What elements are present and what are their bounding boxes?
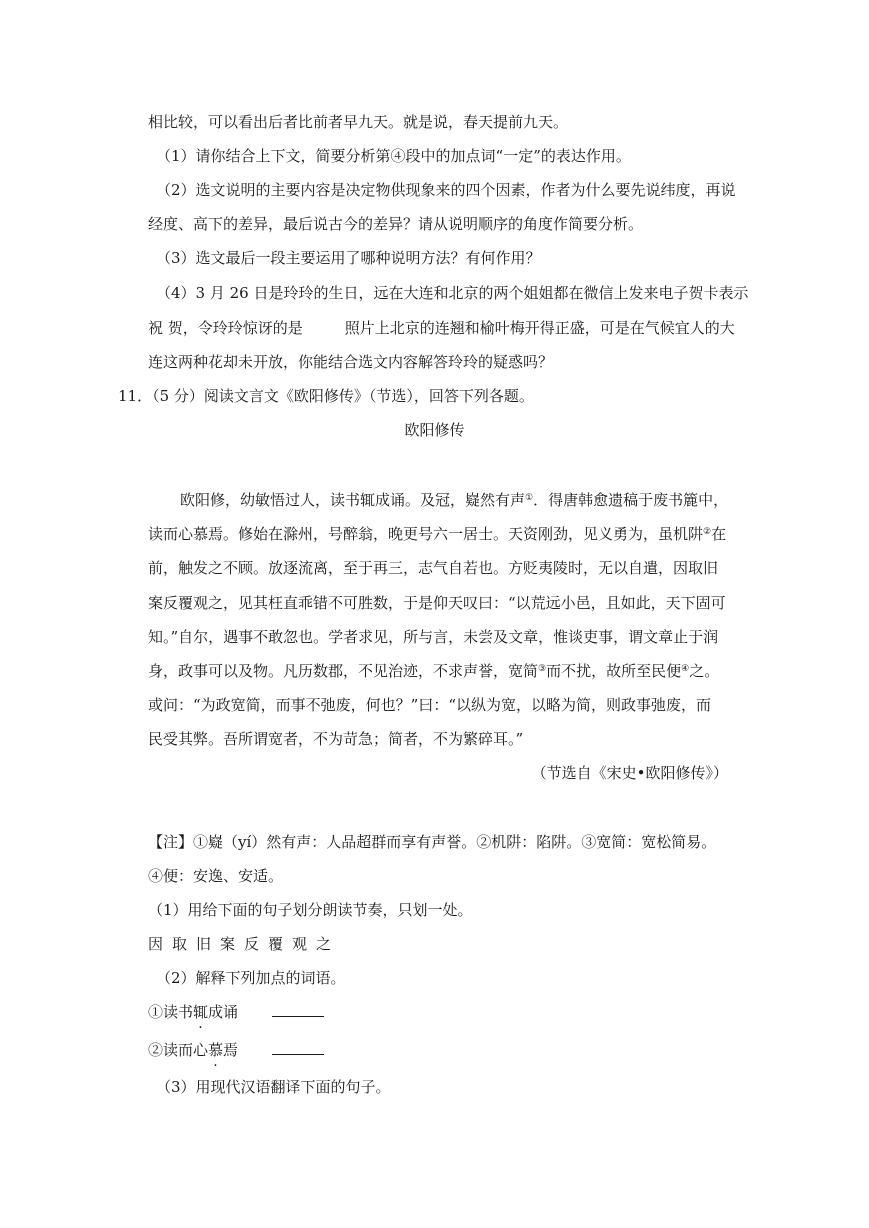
- answer-blank[interactable]: [272, 1040, 324, 1055]
- passage-line-6: [148, 661, 719, 681]
- vocab-text: ②读而心: [148, 1041, 209, 1059]
- passage-line-7: 或问：“为政宽简，而事不弛废，何也？”曰：“以纵为宽，以略为简，则政事弛废，而: [148, 696, 712, 714]
- vocab-text: 焉: [223, 1041, 239, 1059]
- vocab-text: ①读书: [148, 1003, 194, 1021]
- question-2-line-2: 经度、高下的差异，最后说古今的差异？请从说明顺序的角度作简要分析。: [148, 215, 644, 233]
- passage-text: 读而心慕焉。修始在滁州，号醉翁，晚更号六一居士。天资刚劲，见义勇为，虽机阱: [148, 525, 704, 543]
- passage-line-1: [180, 490, 728, 510]
- passage-line-5: 知。”自尔，遇事不敢忽也。学者求见，所与言，未尝及文章，惟谈吏事，谓文章止于润: [148, 628, 719, 646]
- answer-blank[interactable]: [272, 1002, 324, 1017]
- question-4-line-2: [148, 318, 735, 338]
- question-11-heading: 11．（5 分）阅读文言文《欧阳修传》（节选），回答下列各题。: [118, 387, 534, 405]
- passage-line: 相比较，可以看出后者比前者早九天。就是说，春天提前九天。: [148, 113, 569, 131]
- question-4-text-b: 照片上北京的连翘和榆叶梅开得正盛，可是在气候宜人的大: [344, 319, 735, 337]
- passage-text: 欧阳修，幼敏悟过人，读书辄成诵。及冠，嶷然有声: [180, 491, 526, 509]
- passage-line-8: 民受其弊。吾所谓宽者，不为苛急；简者，不为繁碎耳。”: [148, 730, 524, 748]
- passage-text: 而不扰，故所至民便: [546, 662, 682, 680]
- subquestion-1: （1）用给下面的句子划分朗读节奏，只划一处。: [148, 901, 473, 919]
- passage-source: （节选自《宋史•欧阳修传》）: [531, 764, 728, 782]
- passage-line-3: 前，触发之不顾。放逐流离，至于再三，志气自若也。方贬夷陵时，无以自遣，因取旧: [148, 559, 719, 577]
- vocab-text: 成诵: [208, 1003, 239, 1021]
- passage-text: 身，政事可以及物。凡历数郡，不见治迹，不求声誉，宽简: [148, 662, 539, 680]
- passage-text: 之。: [689, 662, 720, 680]
- subquestion-3: （3）用现代汉语翻译下面的句子。: [156, 1078, 391, 1096]
- notes-line-1: 【注】①嶷（yí）然有声：人品超群而享有声誉。②机阱：陷阱。③宽简：宽松简易。: [148, 833, 717, 851]
- footnote-marker: ④: [681, 664, 690, 674]
- notes-line-2: ④便：安逸、安适。: [148, 867, 284, 885]
- question-2-line-1: （2）选文说明的主要内容是决定物供现象来的四个因素，作者为什么要先说纬度，再说: [156, 181, 736, 199]
- question-4-text-a: 祝 贺，令玲玲惊讶的是: [148, 319, 303, 337]
- vocab-item-1: [148, 1002, 324, 1022]
- question-4-line-3: 连这两种花却未开放，你能结合选文内容解答玲玲的疑惑吗？: [148, 353, 554, 371]
- passage-title: 欧阳修传: [404, 421, 465, 439]
- subquestion-2: （2）解释下列加点的词语。: [156, 969, 346, 987]
- question-3: （3）选文最后一段主要运用了哪种说明方法？有何作用？: [156, 249, 541, 267]
- footnote-marker: ②: [703, 527, 712, 537]
- passage-text: ．得唐韩愈遗稿于废书簏中，: [533, 491, 729, 509]
- passage-text: 在: [711, 525, 727, 543]
- passage-line-4: 案反覆观之，见其枉直乖错不可胜数，于是仰天叹曰：“以荒远小邑，且如此，天下固可: [148, 594, 726, 612]
- passage-line-2: [148, 524, 726, 544]
- question-4-line-1: （4）3 月 26 日是玲玲的生日，远在大连和北京的两个姐姐都在微信上发来电子贺卡表示: [156, 284, 749, 302]
- question-1: （1）请你结合上下文，简要分析第④段中的加点词“一定”的表达作用。: [156, 147, 631, 165]
- footnote-marker: ①: [525, 493, 534, 503]
- footnote-marker: ③: [538, 664, 547, 674]
- vocab-item-2: [148, 1040, 324, 1060]
- dotted-word: 慕: [208, 1041, 224, 1059]
- dotted-word: 辄: [193, 1003, 209, 1021]
- rhythm-sentence: 因取旧案反覆观之: [148, 935, 341, 953]
